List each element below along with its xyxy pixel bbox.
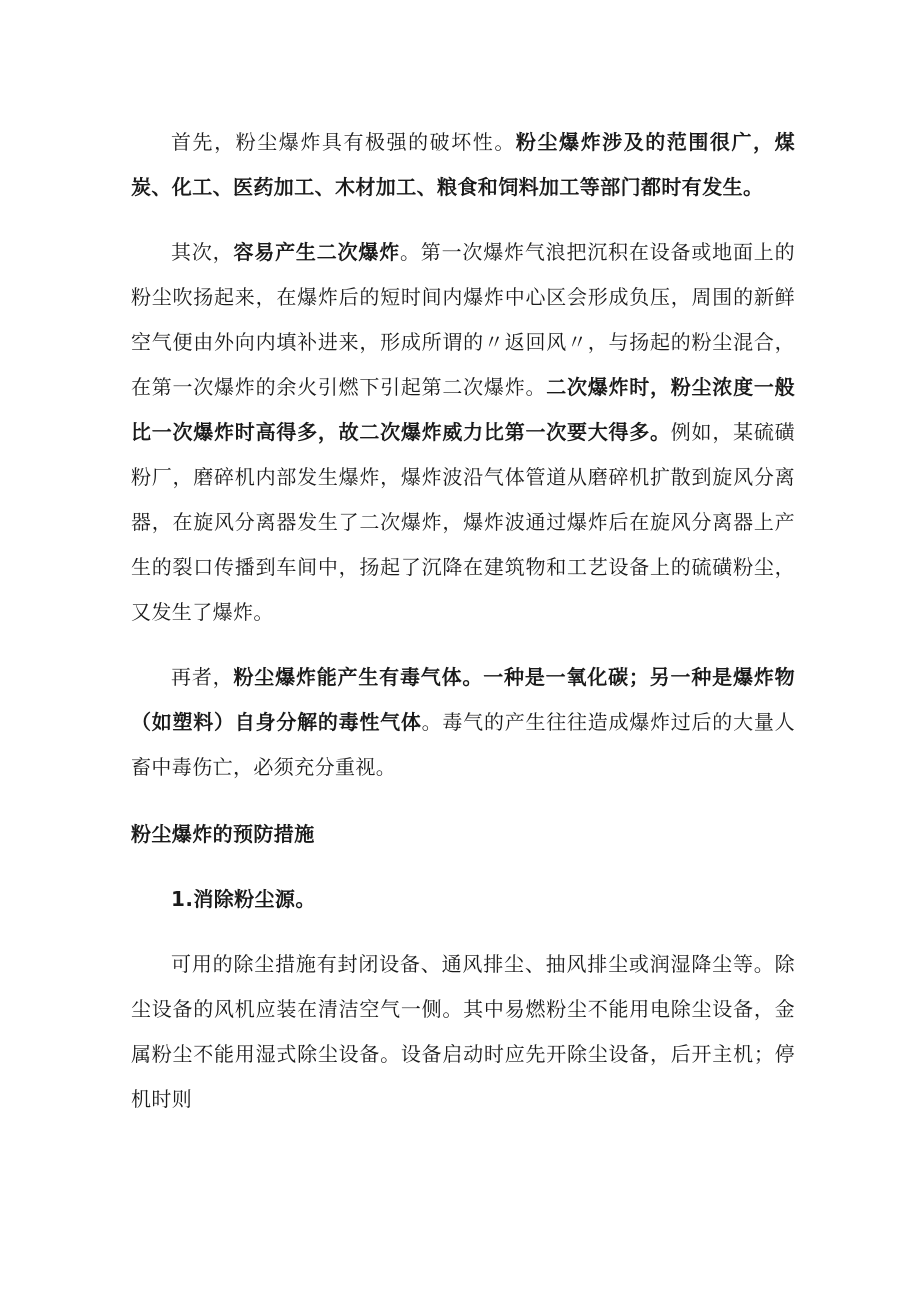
text-segment: 首先，粉尘爆炸具有极强的破坏性。 xyxy=(171,130,516,154)
subsection-heading: 1.消除粉尘源。 xyxy=(171,887,316,911)
text-segment-bold: 粉尘爆炸能产生有毒气体。一种是一氧化碳；另一种是爆炸物（如塑料）自身分解的毒性气体 xyxy=(131,665,795,734)
paragraph-dust-removal: 可用的除尘措施有封闭设备、通风排尘、抽风排尘或润湿降尘等。除尘设备的风机应装在清洁空气一侧。其中易燃粉尘不能用电除尘设备，金属粉尘不能用湿式除尘设备。设备启动时应先开除尘设备，后开主机；停机时则 xyxy=(131,952,795,1111)
section-heading: 粉尘爆炸的预防措施 xyxy=(131,822,315,846)
text-segment: 。第一次爆炸气浪把沉积在设备或地面上的粉尘吹扬起来，在爆炸后的短时间内爆炸中心区会形成负压，周围的新鲜空气便由外向内填补进来，形成所谓的〃返回风〃，与扬起的粉尘混合，在第一次爆炸的余火引燃下引起第二次爆炸。 xyxy=(131,240,796,399)
text-segment-bold: 二次爆炸时，粉尘浓度一般比一次爆炸时高得多，故二次爆炸威力比第一次要大得多。 xyxy=(131,375,795,444)
text-segment: 其次， xyxy=(171,240,234,264)
text-segment-bold: 粉尘爆炸涉及的范围很广，煤炭、化工、医药加工、木材加工、粮食和饲料加工等部门都时有发生。 xyxy=(131,130,796,199)
text-segment: 。毒气的产生往往造成爆炸过后的大量人畜中毒伤亡，必须充分重视。 xyxy=(131,710,795,779)
text-segment: 再者， xyxy=(171,665,234,689)
text-segment: 例如，某硫磺粉厂，磨碎机内部发生爆炸，爆炸波沿气体管道从磨碎机扩散到旋风分离器，在旋风分离器发生了二次爆炸，爆炸波通过爆炸后在旋风分离器上产生的裂口传播到车间中，扬起了沉降在建筑物和工艺设备上的硫磺粉尘，又发生了爆炸。 xyxy=(131,420,796,624)
paragraph-secondary-explosion xyxy=(131,230,795,635)
paragraph-toxic-gas xyxy=(131,655,795,790)
document-page xyxy=(131,120,795,1122)
paragraph-destructiveness xyxy=(131,120,795,210)
text-segment-bold: 容易产生二次爆炸 xyxy=(233,240,400,264)
